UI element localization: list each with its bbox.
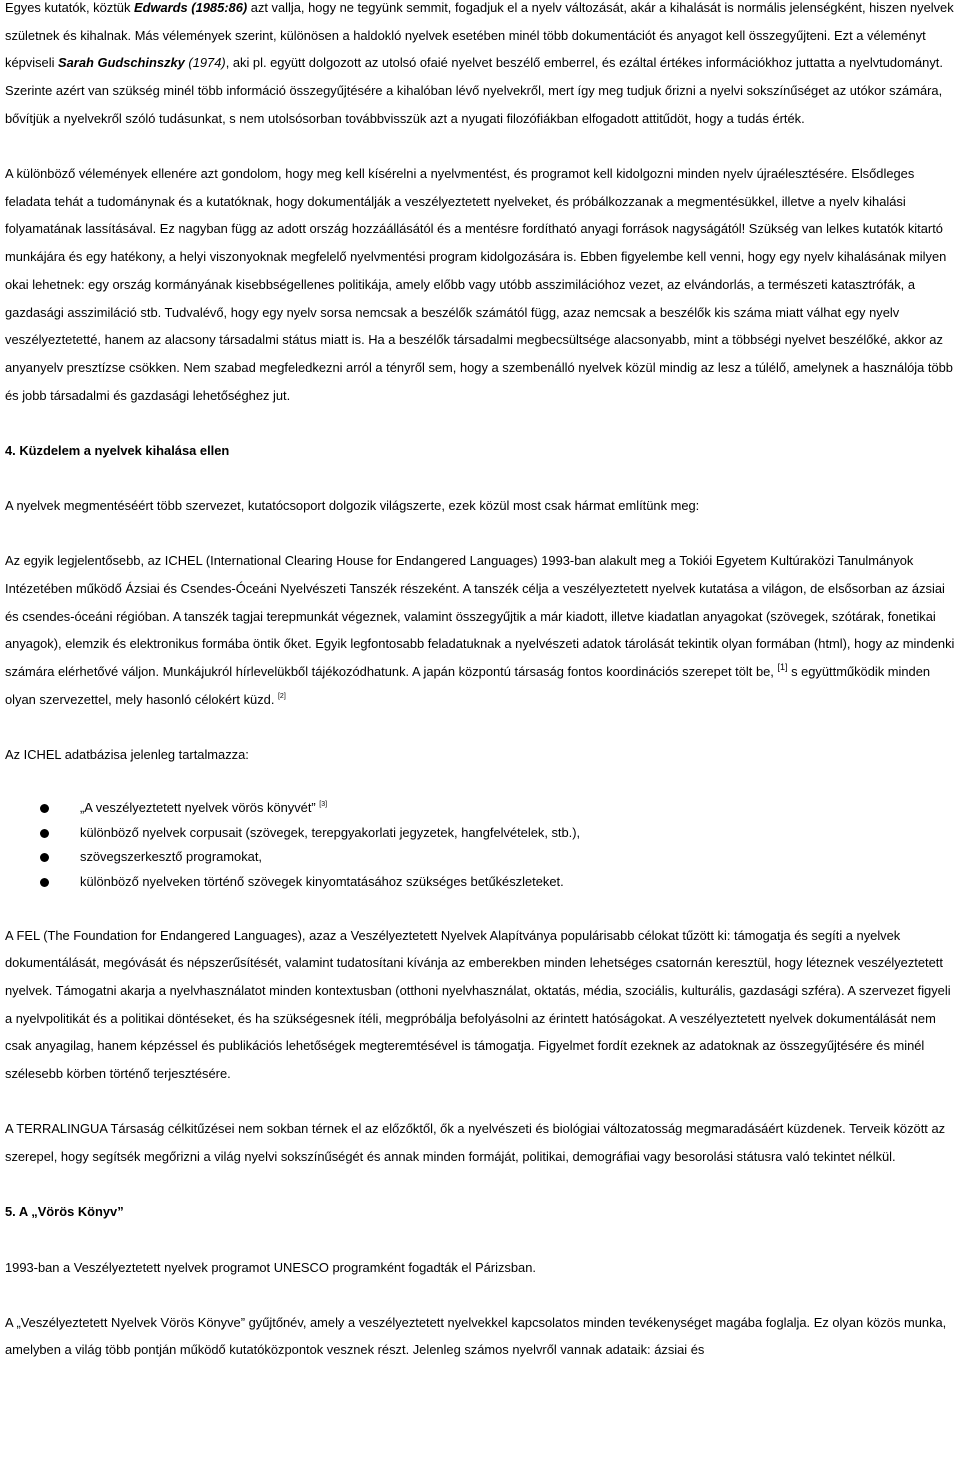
footnote-ref-1[interactable]: [1] xyxy=(777,662,788,673)
intro-paragraph xyxy=(5,0,955,133)
fel-paragraph: A FEL (The Foundation for Endangered Languages), azaz a Veszélyeztetett Nyelvek Alapítványa populárisabb célokat tűzött ki: támogatja és segíti a nyelvek dokumentálását, megóvását és népszerűsítését, valamint tudatosítani kívánja az emberekben minden lehetséges csatornán keresztül, hogy léteznek veszélyeztetett nyelvek. Támogatni akarja a nyelvhasználatot minden kontextusban (otthoni nyelvhasználat, oktatás, média, szociális, kulturális, gazdasági szféra). A szervezet figyeli a nyelvpolitikát és a politikai döntéseket, és ha szükségesnek ítéli, megpróbálja befolyásolni az érintett hatóságokat. A veszélyeztetett nyelvek dokumentálását nem csak anyagilag, hanem képzéssel és publikációs lehetőségek megteremtésével is támogatja. Figyelmet fordít ezeknek az adatoknak az összegyűjtésére és minél szélesebb körben történő terjesztésére. xyxy=(5,927,951,1082)
opinion-paragraph: A különböző vélemények ellenére azt gondolom, hogy meg kell kísérelni a nyelvmentést, és programot kell kidolgozni minden nyelv újraélesztésére. Elsődleges feladata tehát a tudománynak és a kutatóknak, hogy dokumentálják a veszélyeztetett nyelveket, és próbálkozzanak a megmentésükkel, illetve a nyelv kihalási folyamatának lassításával. Ez nagyban függ az adott ország hozzáállásától és a mentésre fordítható anyagi források nagyságától! Szükség van lelkes kutatók kitartó munkájára és egy hatékony, a helyi viszonyoknak megfelelő nyelvmentési program kidolgozására is. Ebben figyelembe kell venni, hogy egy nyelv kihalásának milyen okai lehetnek: egy ország kormányának kisebbségellenes politikája, amely előbb vagy utóbb asszimilációhoz vezet, az elvándorlás, a természeti katasztrófák, a gazdasági asszimiláció stb. Tudvalévő, hogy egy nyelv sorsa nemcsak a beszélők számától függ, azaz nemcsak a beszélők kis száma miatt válhat egy nyelv veszélyeztetetté, hanem az alacsony társadalmi státus miatt is. Ha a beszélők társadalmi megbecsültsége alacsonyabb, mint a többségi nyelvet beszélőké, akkor az anyanyelv presztízse csökken. Nem szabad megfeledkezni arról a tényről sem, hogy a szembenálló nyelvek közül mindig az lesz a túlélő, amelynek a használója több és jobb társadalmi és gazdasági lehetőséghez jut. xyxy=(5,166,953,403)
ichel-database-list xyxy=(5,796,955,894)
document-page xyxy=(5,0,955,1392)
terralingua-paragraph: A TERRALINGUA Társaság célkitűzései nem sokban térnek el az előzőktől, ők a nyelvészeti és biológiai változatosság megmaradásáért küzdenek. Terveik között az szerepel, hogy segítsék megőrizni a világ nyelvi sokszínűségét és annak minden formáját, politikai, demográfiai vagy besorolási státusra való tekintet nélkül. xyxy=(5,1121,946,1165)
list-item-text: különböző nyelveken történő szövegek kinyomtatásához szükséges betűkészleteket. xyxy=(80,873,564,889)
footnote-ref-3[interactable]: [3] xyxy=(319,801,328,809)
author-name: Sarah Gudschinszky xyxy=(58,55,185,71)
author-year: (1974) xyxy=(184,55,226,71)
list-item-text: különböző nyelvek corpusait (szövegek, terepgyakorlati jegyzetek, hangfelvételek, stb.), xyxy=(80,824,581,840)
unesco-paragraph: 1993-ban a Veszélyeztetett nyelvek programot UNESCO programként fogadták el Párizsban. xyxy=(5,1259,536,1275)
bullet-icon xyxy=(40,853,49,862)
ichel-database-intro: Az ICHEL adatbázisa jelenleg tartalmazza: xyxy=(5,746,249,762)
bullet-icon xyxy=(40,804,49,813)
text-span: Az egyik legjelentősebb, az ICHEL (International Clearing House for Endangered Languages) 1993-ban alakult meg a Tokiói Egyetem Kultúraközi Tanulmányok Intézetében működő Ázsiai és Csendes-Óceáni Nyelvészeti Tanszék részeként. A tanszék célja a veszélyeztetett nyelvek kutatása a világon, de elsősorban az ázsiai és csendes-óceáni régióban. A tanszék tagjai terepmunkát végeznek, valamint összegyűjtik a már kiadott, illetve kiadatlan anyagokat (szövegek, szótárak, fonetikai anyagok), elemzik és elektronikus formába öntik őket. Egyik legfontosabb feladatuknak a nyelvészeti adatok tárolását tekintik olyan formában (html), hogy az mindenki számára elérhetővé váljon. Munkájukról hírlevelükből tájékozódhatunk. A japán központú társaság fontos koordinációs szerepet tölt be, xyxy=(5,553,955,680)
list-item xyxy=(5,870,955,895)
bullet-icon xyxy=(40,829,49,838)
ichel-paragraph xyxy=(5,547,955,713)
text-span: Egyes kutatók, köztük xyxy=(5,0,134,15)
section-heading-4: 4. Küzdelem a nyelvek kihalása ellen xyxy=(5,442,230,458)
list-item xyxy=(5,821,955,846)
text-span: s együttműködik minden olyan szervezettel, mely hasonló célokért küzd. xyxy=(5,664,931,707)
footnote-ref-2[interactable]: [2] xyxy=(277,692,286,700)
author-name: Edwards (1985:86) xyxy=(133,0,248,15)
list-item xyxy=(5,845,955,870)
text-span: azt vallja, hogy ne tegyünk semmit, fogadjuk el a nyelv változását, akár a kihalását is normális jelenségként, hiszen nyelvek születnek és kihalnak. Más vélemények szerint, különösen a haldokló nyelvek esetében minél több dokumentációt és anyagot kell összegyűjteni. Ezt a véleményt képviseli xyxy=(5,0,954,71)
list-item xyxy=(5,796,955,821)
list-item-text: „A veszélyeztetett nyelvek vörös könyvét” xyxy=(80,800,320,816)
list-item-text: szövegszerkesztő programokat, xyxy=(80,849,262,865)
organizations-intro-paragraph: A nyelvek megmentéséért több szervezet, kutatócsoport dolgozik világszerte, ezek közül most csak hármat említünk meg: xyxy=(5,498,700,514)
text-span: , aki pl. együtt dolgozott az utolsó ofaié nyelvet beszélő emberrel, és ezáltal értékes információkhoz juttatta a nyelvtudományt. Szerinte azért van szükség minél több információ összegyűjtésére a kihalóban lévő nyelvekről, mert így meg tudjuk őrizni a nyelvi sokszínűséget az utókor számára, bővítjük a nyelvekről szóló tudásunkat, s nem utolsósorban továbbvisszük azt a nyugati filozófiákban elfogadott attitűdöt, hogy a tudás érték. xyxy=(5,55,943,126)
section-heading-5: 5. A „Vörös Könyv” xyxy=(5,1204,124,1220)
bullet-icon xyxy=(40,878,49,887)
red-book-paragraph: A „Veszélyeztetett Nyelvek Vörös Könyve” gyűjtőnév, amely a veszélyeztetett nyelvekkel kapcsolatos minden tevékenységet magába foglalja. Ez olyan közös munka, amelyben a világ több pontján működő kutatóközpontok vesznek részt. Jelenleg számos nyelvről vannak adataik: ázsiai és xyxy=(5,1314,947,1358)
